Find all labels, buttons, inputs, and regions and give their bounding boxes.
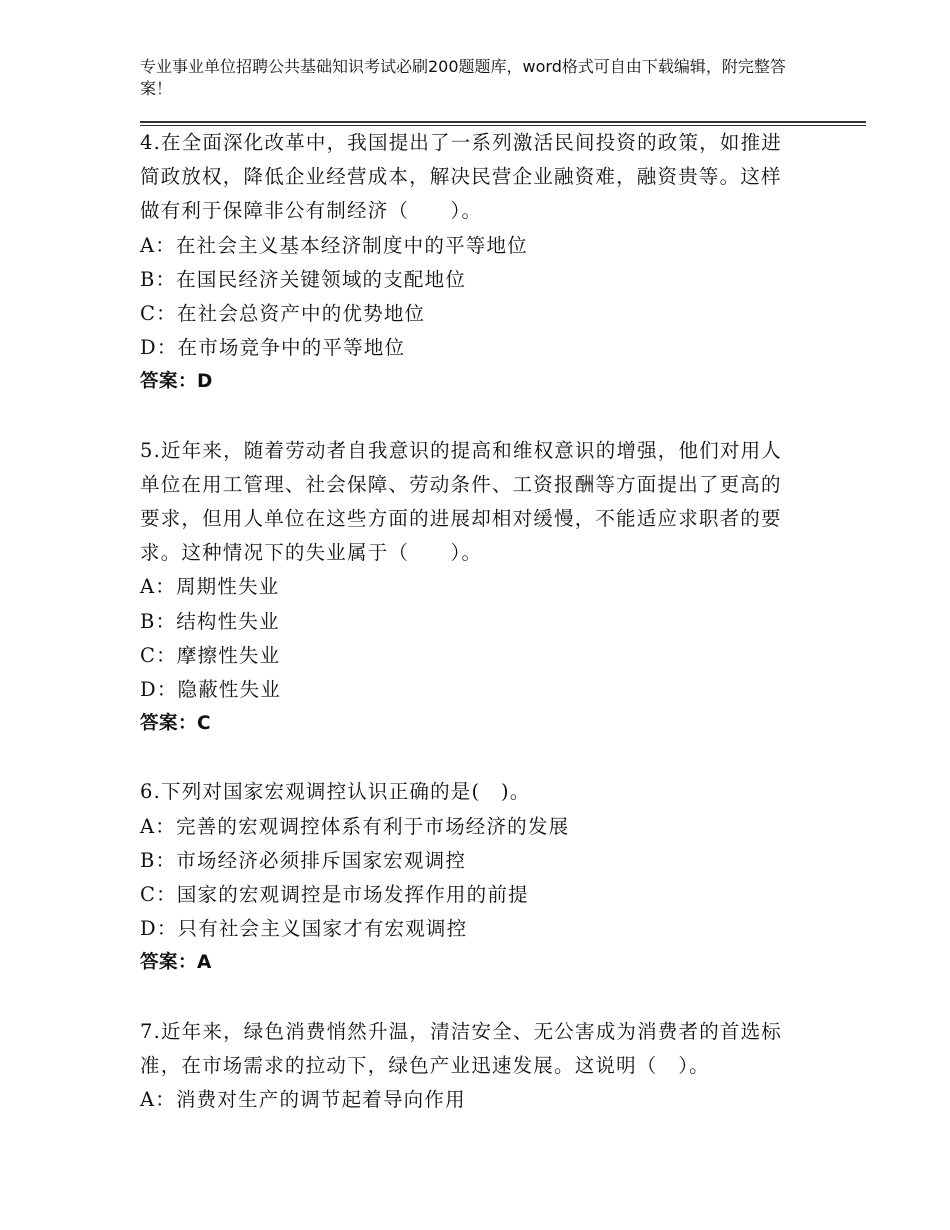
option-a: A：周期性失业 bbox=[140, 575, 280, 599]
page-header: 专业事业单位招聘公共基础知识考试必刷200题题库，word格式可自由下载编辑，附完整答案！ bbox=[140, 57, 786, 98]
answer: 答案：C bbox=[140, 713, 212, 735]
option-d: D：隐蔽性失业 bbox=[140, 678, 282, 702]
answer: 答案：A bbox=[140, 952, 212, 974]
question-6 bbox=[140, 775, 800, 980]
question-4 bbox=[140, 126, 800, 400]
answer: 答案：D bbox=[140, 371, 213, 393]
question-5 bbox=[140, 434, 800, 742]
option-b: B：市场经济必须排斥国家宏观调控 bbox=[140, 848, 467, 872]
option-c: C：国家的宏观调控是市场发挥作用的前提 bbox=[140, 883, 529, 907]
question-stem: 6.下列对国家宏观调控认识正确的是( )。 bbox=[140, 780, 531, 804]
option-b: B：结构性失业 bbox=[140, 609, 280, 633]
option-b: B：在国民经济关键领域的支配地位 bbox=[140, 267, 467, 291]
option-d: D：只有社会主义国家才有宏观调控 bbox=[140, 917, 468, 941]
question-stem: 4.在全面深化改革中，我国提出了一系列激活民间投资的政策，如推进简政放权，降低企业经营成本，解决民营企业融资难，融资贵等。这样做有利于保障非公有制经济（ ）。 bbox=[140, 131, 783, 223]
question-list bbox=[140, 126, 800, 1151]
option-c: C：摩擦性失业 bbox=[140, 643, 281, 667]
option-a: A：在社会主义基本经济制度中的平等地位 bbox=[140, 233, 528, 257]
header-divider bbox=[140, 121, 866, 123]
question-stem: 5.近年来，随着劳动者自我意识的提高和维权意识的增强，他们对用人单位在用工管理、社会保障、劳动条件、工资报酬等方面提出了更高的要求，但用人单位在这些方面的进展却相对缓慢，不能适应求职者的要求。这种情况下的失业属于（ ）。 bbox=[140, 438, 783, 565]
option-a: A：消费对生产的调节起着导向作用 bbox=[140, 1088, 466, 1112]
question-stem: 7.近年来，绿色消费悄然升温，清洁安全、无公害成为消费者的首选标准，在市场需求的拉动下，绿色产业迅速发展。这说明（ ）。 bbox=[140, 1019, 783, 1077]
question-7 bbox=[140, 1015, 800, 1118]
option-d: D：在市场竞争中的平等地位 bbox=[140, 336, 406, 360]
option-c: C：在社会总资产中的优势地位 bbox=[140, 302, 426, 326]
option-a: A：完善的宏观调控体系有利于市场经济的发展 bbox=[140, 814, 570, 838]
